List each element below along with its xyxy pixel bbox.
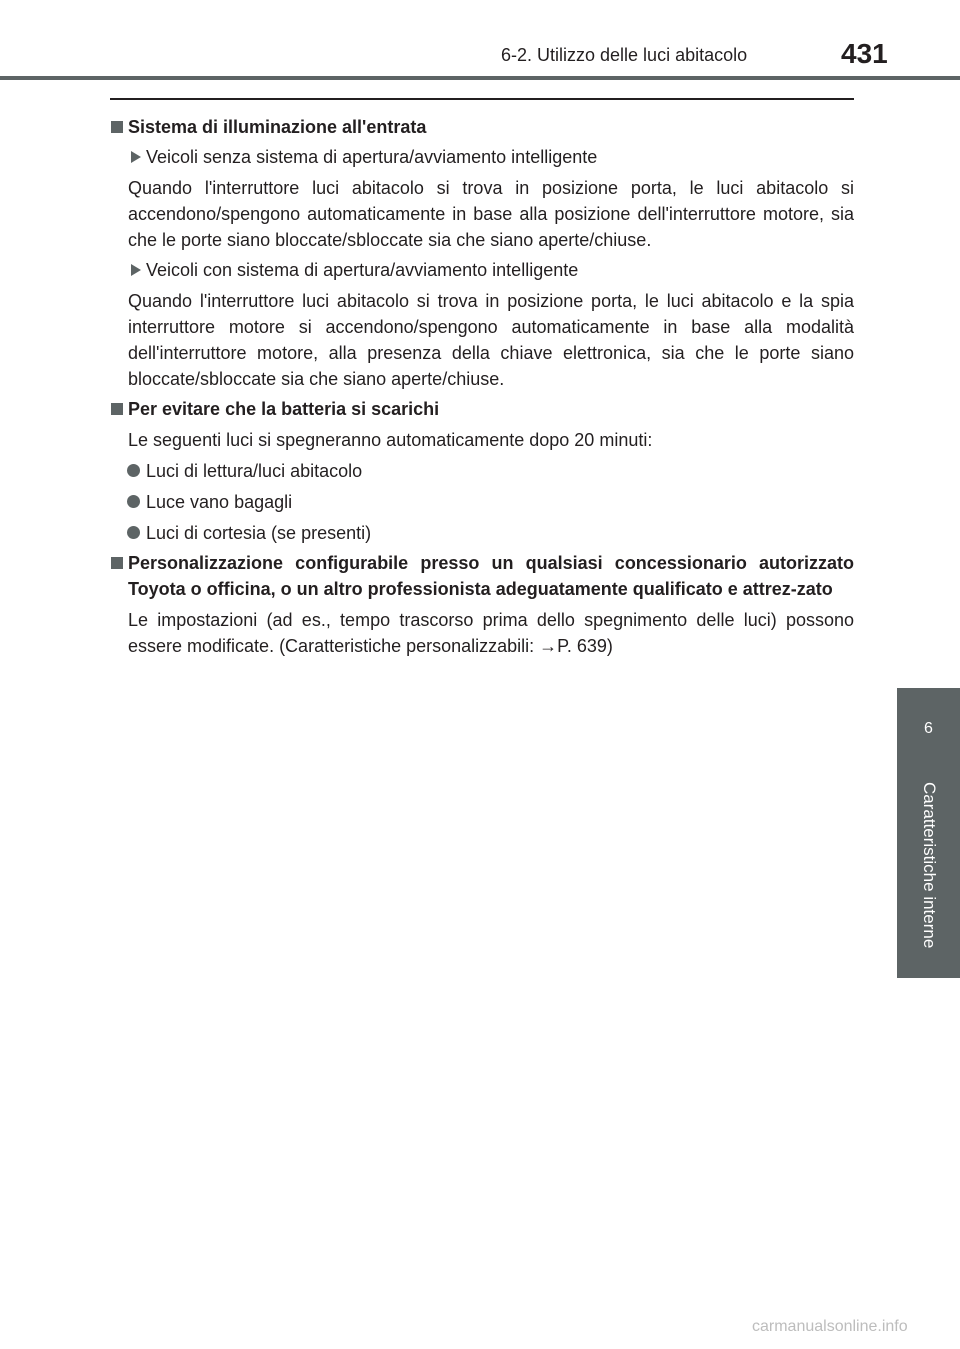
body-paragraph: Quando l'interruttore luci abitacolo si trova in posizione porta, le luci abitacolo e la spia interruttore motore si accendono/spengono automaticamente in base alla modalità dell'interruttore motore, alla presenza della chiave elettronica, sia che le porte siano bloccate/sbloccate sia che siano aperte/chiuse. (128, 291, 854, 389)
list-item-text: Luci di lettura/luci abitacolo (146, 461, 363, 481)
chapter-number: 6 (924, 720, 933, 737)
square-bullet-icon (111, 557, 123, 569)
chapter-tab-label[interactable] (897, 770, 960, 978)
list-item (110, 458, 854, 484)
list-item-text: Luci di cortesia (se presenti) (146, 523, 372, 543)
subsection-label (110, 257, 854, 283)
chapter-tab-number[interactable] (897, 688, 960, 770)
round-bullet-icon (127, 464, 140, 477)
round-bullet-icon (127, 526, 140, 539)
triangle-arrow-icon (131, 151, 141, 163)
subsection-label-text: Veicoli con sistema di apertura/avviamento intelligente (146, 260, 579, 280)
section-heading-text: Sistema di illuminazione all'entrata (128, 117, 427, 137)
triangle-arrow-icon (131, 264, 141, 276)
section-heading-text: Per evitare che la batteria si scarichi (128, 399, 440, 419)
subsection-label (110, 144, 854, 170)
chapter-title: Caratteristiche interne (920, 782, 939, 949)
list-item (110, 520, 854, 546)
list-item (110, 489, 854, 515)
body-paragraph: Le seguenti luci si spegneranno automaticamente dopo 20 minuti: (128, 430, 653, 450)
list-item-text: Luce vano bagagli (146, 492, 293, 512)
body-paragraph: Quando l'interruttore luci abitacolo si trova in posizione porta, le luci abitacolo si accendono/spengono automaticamente in base alla posizione dell'interruttore motore, sia che le porte siano bloccate/sbloccate sia che siano aperte/chiuse. (128, 178, 854, 250)
watermark: carmanualsonline.info (752, 1318, 908, 1335)
main-content (110, 110, 854, 659)
round-bullet-icon (127, 495, 140, 508)
square-bullet-icon (111, 403, 123, 415)
section-heading (110, 114, 854, 140)
header-section-title: 6-2. Utilizzo delle luci abitacolo (501, 45, 748, 65)
content-divider (110, 98, 854, 100)
square-bullet-icon (111, 121, 123, 133)
subsection-label-text: Veicoli senza sistema di apertura/avviamento intelligente (146, 147, 598, 167)
body-paragraph: Le impostazioni (ad es., tempo trascorso prima dello spegnimento delle luci) possono essere modificate. (Caratteristiche personalizzabili: →P. 639) (128, 610, 854, 656)
section-heading-text: Personalizzazione configurabile presso un qualsiasi concessionario autorizzato Toyota o officina, o un altro professionista adeguatamente qualificato e attrez-zato (128, 553, 854, 599)
page-number: 431 (841, 38, 888, 69)
section-heading (110, 550, 854, 602)
section-heading (110, 396, 854, 422)
header-divider (0, 76, 960, 80)
